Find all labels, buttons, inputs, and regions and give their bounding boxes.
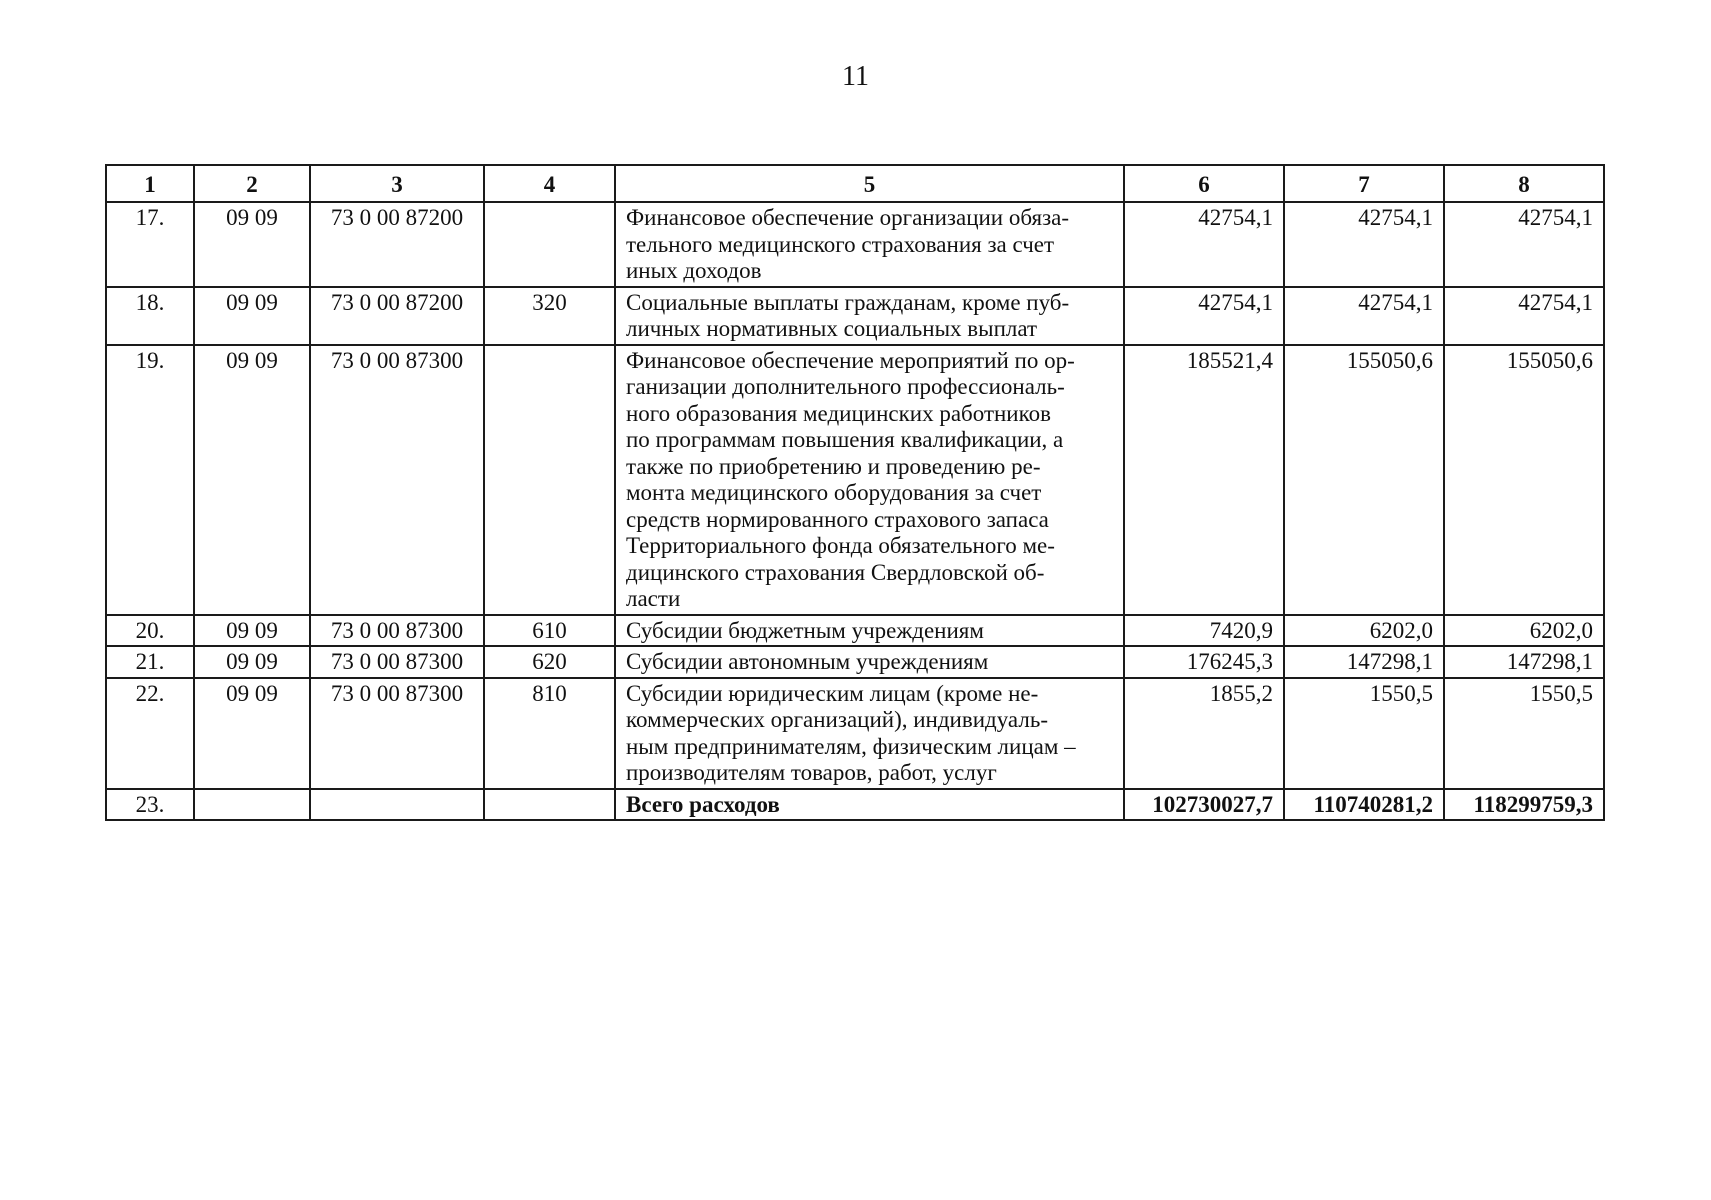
header-cell: 5 [615, 165, 1124, 202]
target-article-code: 73 0 00 87300 [310, 678, 484, 789]
row-number: 20. [106, 615, 194, 647]
section-code: 09 09 [194, 646, 310, 678]
amount-year-1: 176245,3 [1124, 646, 1284, 678]
header-cell: 3 [310, 165, 484, 202]
item-name: Финансовое обеспечение организации обяза- тельного медицинского страхования за счет иных доходов [615, 202, 1124, 287]
amount-year-2: 6202,0 [1284, 615, 1444, 647]
amount-year-2: 42754,1 [1284, 287, 1444, 345]
expense-type-code: 620 [484, 646, 615, 678]
amount-year-1: 7420,9 [1124, 615, 1284, 647]
row-number: 17. [106, 202, 194, 287]
expense-type-code [484, 789, 615, 821]
page-number: 11 [842, 61, 869, 92]
item-name: Социальные выплаты гражданам, кроме пуб- личных нормативных социальных выплат [615, 287, 1124, 345]
amount-year-3: 6202,0 [1444, 615, 1604, 647]
item-name: Субсидии автономным учреждениям [615, 646, 1124, 678]
amount-year-2: 110740281,2 [1284, 789, 1444, 821]
amount-year-3: 1550,5 [1444, 678, 1604, 789]
amount-year-2: 155050,6 [1284, 345, 1444, 615]
section-code [194, 789, 310, 821]
header-cell: 2 [194, 165, 310, 202]
target-article-code: 73 0 00 87200 [310, 202, 484, 287]
expense-type-code [484, 345, 615, 615]
table-row [106, 678, 1604, 789]
amount-year-3: 42754,1 [1444, 287, 1604, 345]
amount-year-3: 118299759,3 [1444, 789, 1604, 821]
amount-year-1: 1855,2 [1124, 678, 1284, 789]
table-row [106, 345, 1604, 615]
item-name: Финансовое обеспечение мероприятий по ор- ганизации дополнительного профессиональ- ного образования медицинских работников по программам повышения квалификации, а также по приобретению и проведению ре- монта медицинского оборудования за счет средств нормированного страхового запаса Территориального фонда обязательного ме- дицинского страхования Свердловской об- ласти [615, 345, 1124, 615]
item-name: Всего расходов [615, 789, 1124, 821]
total-row [106, 789, 1604, 821]
row-number: 18. [106, 287, 194, 345]
amount-year-1: 185521,4 [1124, 345, 1284, 615]
row-number: 22. [106, 678, 194, 789]
section-code: 09 09 [194, 678, 310, 789]
amount-year-2: 1550,5 [1284, 678, 1444, 789]
target-article-code: 73 0 00 87300 [310, 615, 484, 647]
section-code: 09 09 [194, 345, 310, 615]
section-code: 09 09 [194, 202, 310, 287]
header-row [106, 165, 1604, 202]
target-article-code: 73 0 00 87300 [310, 345, 484, 615]
target-article-code: 73 0 00 87200 [310, 287, 484, 345]
header-cell: 7 [1284, 165, 1444, 202]
row-number: 23. [106, 789, 194, 821]
budget-table [105, 164, 1605, 821]
section-code: 09 09 [194, 287, 310, 345]
header-cell: 4 [484, 165, 615, 202]
table-row [106, 202, 1604, 287]
table-row [106, 615, 1604, 647]
amount-year-2: 147298,1 [1284, 646, 1444, 678]
amount-year-1: 42754,1 [1124, 202, 1284, 287]
expense-type-code: 610 [484, 615, 615, 647]
row-number: 21. [106, 646, 194, 678]
amount-year-3: 42754,1 [1444, 202, 1604, 287]
row-number: 19. [106, 345, 194, 615]
amount-year-3: 155050,6 [1444, 345, 1604, 615]
table-body [106, 202, 1604, 820]
item-name: Субсидии бюджетным учреждениям [615, 615, 1124, 647]
header-cell: 1 [106, 165, 194, 202]
expense-type-code: 320 [484, 287, 615, 345]
table-row [106, 646, 1604, 678]
expense-type-code: 810 [484, 678, 615, 789]
amount-year-1: 42754,1 [1124, 287, 1284, 345]
amount-year-1: 102730027,7 [1124, 789, 1284, 821]
amount-year-2: 42754,1 [1284, 202, 1444, 287]
table-row [106, 287, 1604, 345]
header-cell: 6 [1124, 165, 1284, 202]
target-article-code: 73 0 00 87300 [310, 646, 484, 678]
expense-type-code [484, 202, 615, 287]
target-article-code [310, 789, 484, 821]
amount-year-3: 147298,1 [1444, 646, 1604, 678]
section-code: 09 09 [194, 615, 310, 647]
item-name: Субсидии юридическим лицам (кроме не- коммерческих организаций), индивидуаль- ным предпринимателям, физическим лицам – производителям товаров, работ, услуг [615, 678, 1124, 789]
header-cell: 8 [1444, 165, 1604, 202]
